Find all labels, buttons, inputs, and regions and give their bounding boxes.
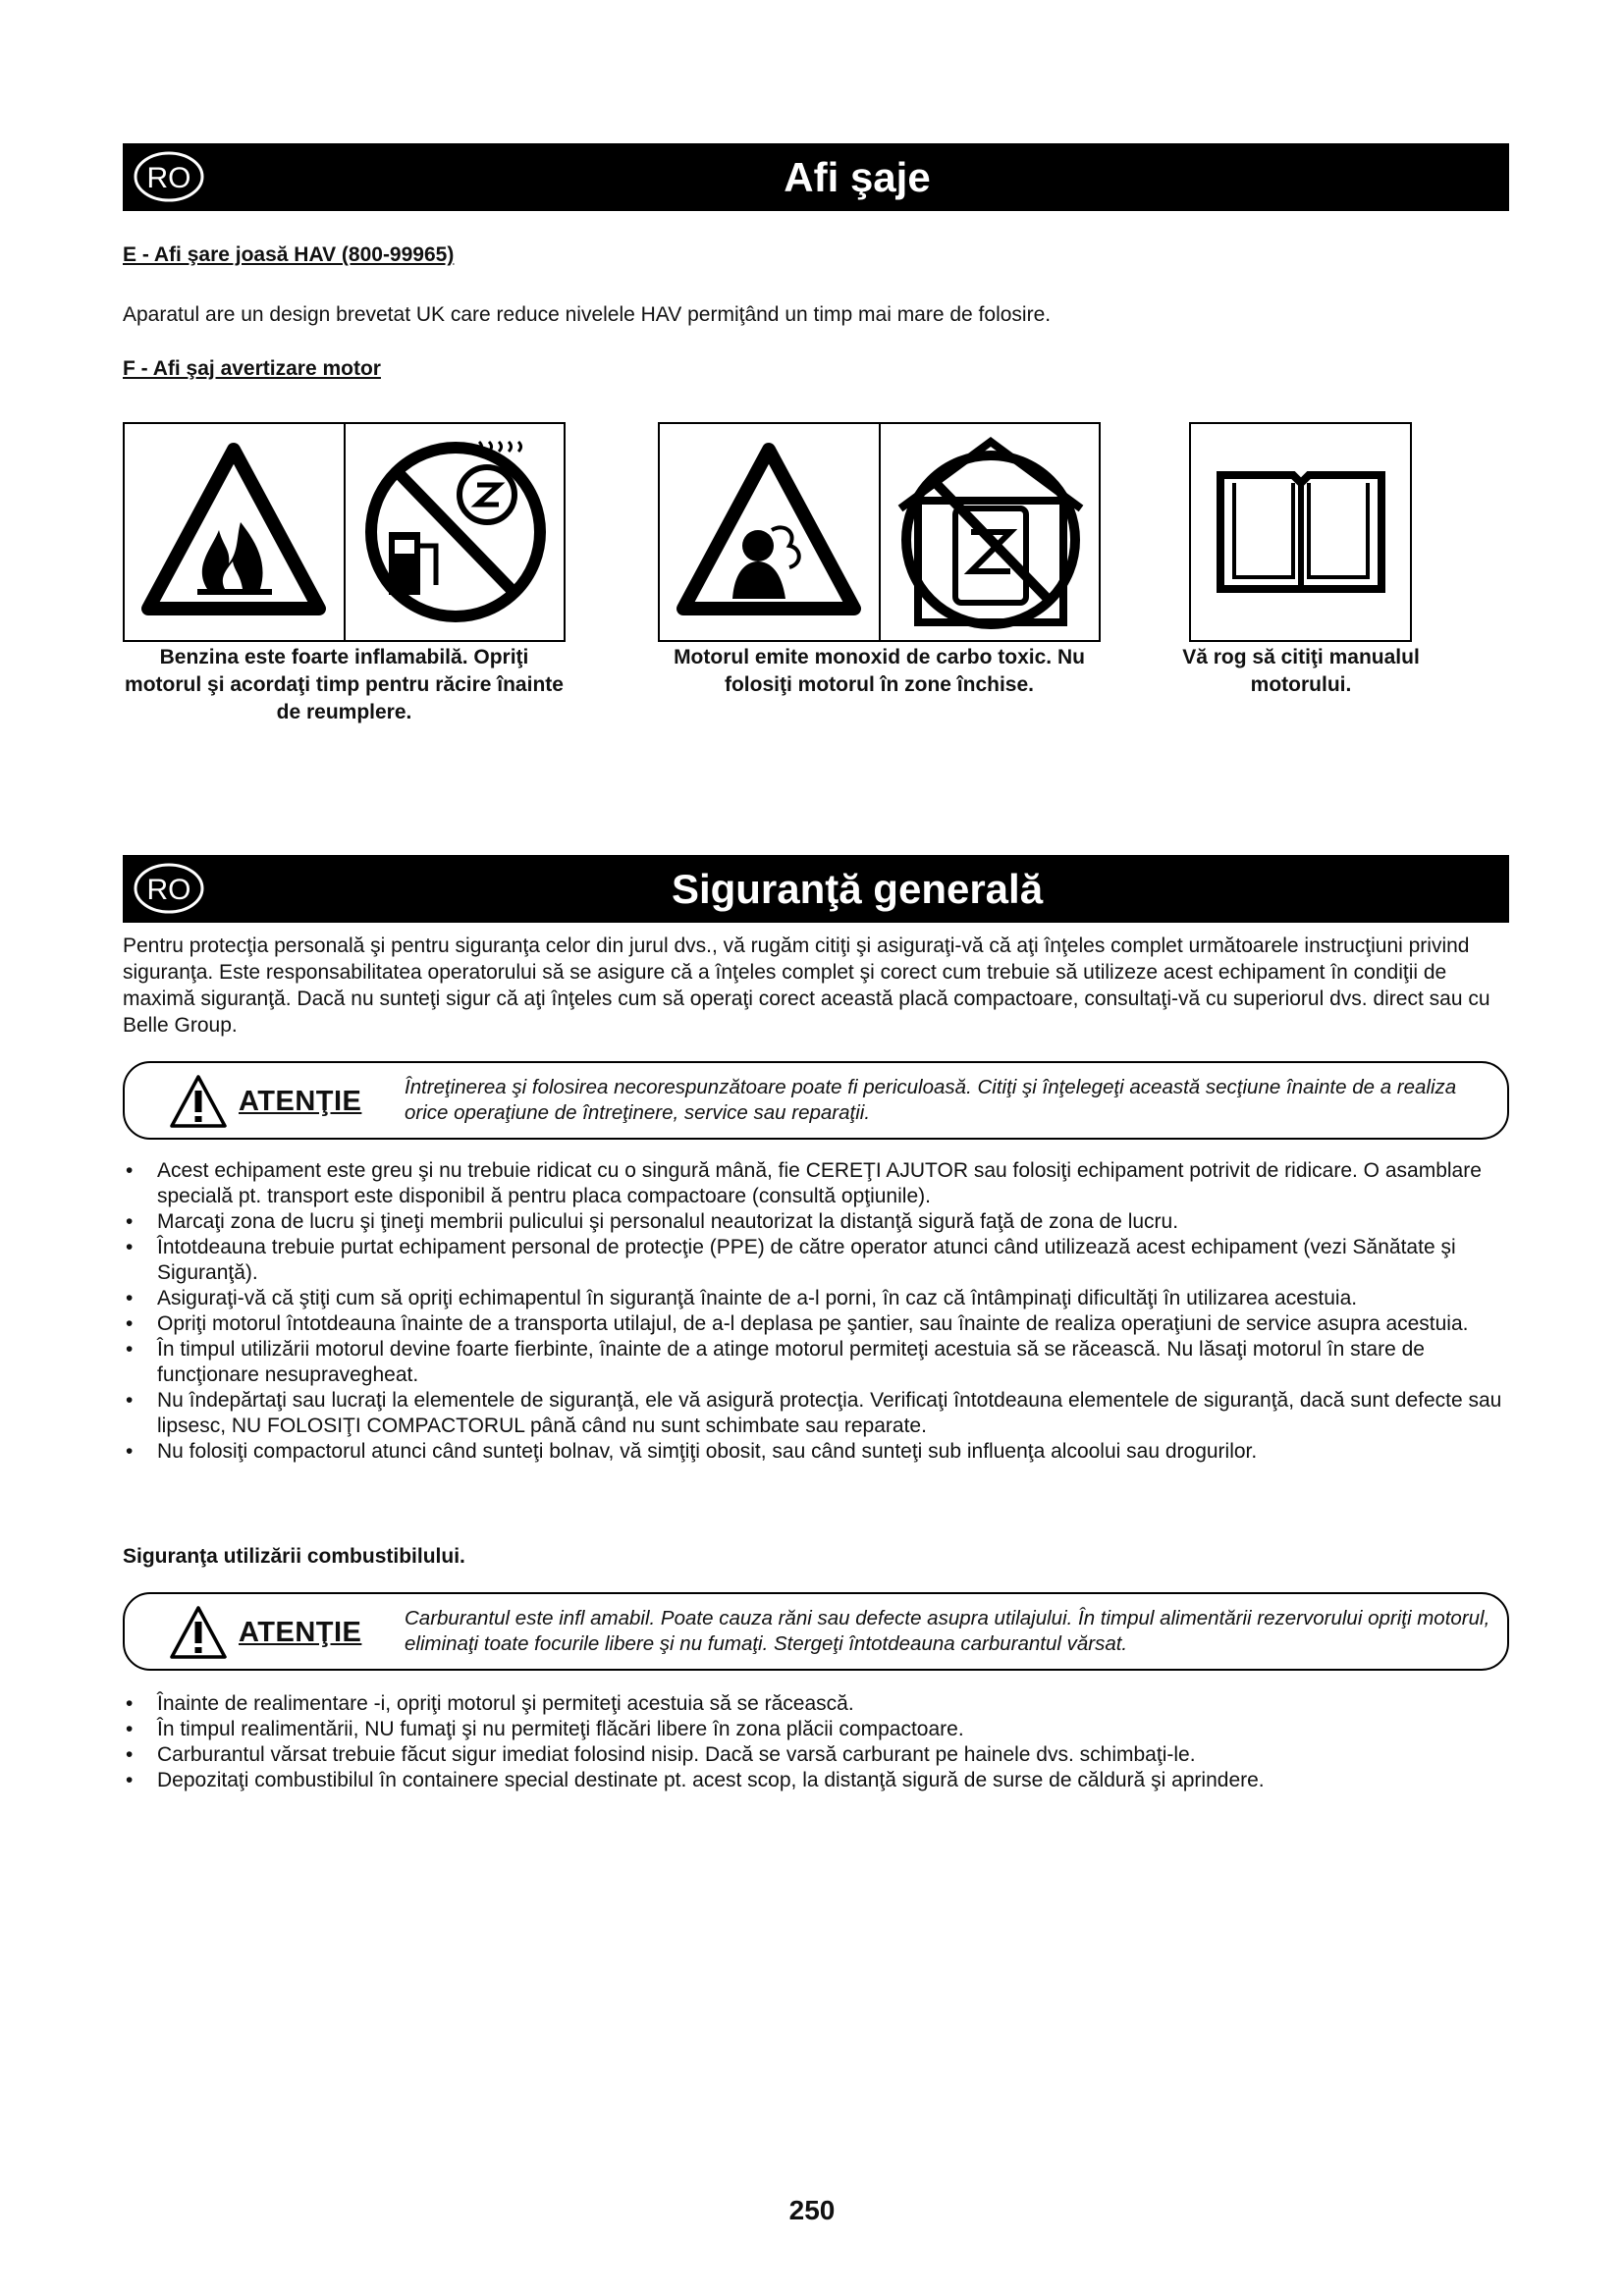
warning-box-fuel [123, 1592, 1509, 1671]
section-banner-siguranta [123, 855, 1509, 923]
warning-label: ATENŢIE [239, 1617, 362, 1648]
warning-triangle-icon [168, 1604, 229, 1661]
warning-label: ATENŢIE [239, 1086, 362, 1117]
list-item: • Înainte de realimentare -i, opriţi motorul şi permiteţi acestuia să se răcească. [123, 1691, 1509, 1717]
section-title: Siguranţă generală [671, 866, 1044, 912]
fuel-safety-heading: Siguranţa utilizării combustibilului. [123, 1545, 465, 1568]
no-indoor-engine-icon [881, 424, 1101, 640]
list-item: • Asiguraţi-vă că ştiţi cum să opriţi echimapentul în siguranţă înainte de a-l porni, în caz că întâmpinaţi dificultăţi în utilizarea acestuia. [123, 1286, 1509, 1311]
section-banner-afisaje [123, 143, 1509, 211]
page-number: 250 [788, 2195, 836, 2225]
warning-box-maintenance [123, 1061, 1509, 1140]
list-item: • Nu îndepărtaţi sau lucraţi la elementele de siguranţă, ele vă asigură protecţia. Verificaţi întotdeauna elementele de siguranţă, dacă sunt defecte sau lipsesc, NU FOLOSIŢI COMPACTORUL până când nu sunt schimbate sau reparate. [123, 1388, 1509, 1439]
page-title: Afi şaje [784, 154, 931, 200]
read-manual-icon [1191, 424, 1410, 640]
list-item: • Acest echipament este greu şi nu trebuie ridicat cu o singură mână, fie CEREŢI AJUTOR sau folosiţi echipament potrivit de ridicare. O asamblare specială pt. transport este disponibil ă pentru placa compactoare (consultă opţiunile). [123, 1158, 1509, 1209]
warning-text: Carburantul este infl amabil. Poate cauza răni sau defecte asupra utilajului. În timpul alimentării rezervorului opriţi motorul, eliminaţi toate focurile libere şi nu fumaţi. Stergeţi întotdeauna carburantul vărsat. [405, 1607, 1490, 1655]
safety-bullet-list [123, 1158, 1509, 1465]
sign-exhaust-caption: Motorul emite monoxid de carbo toxic. Nu folosiţi motorul în zone închise. [674, 646, 1085, 696]
list-item: • Nu folosiţi compactorul atunci când sunteţi bolnav, vă simţiţi obosit, sau când sunteţi sub influenţa alcoolui sau drogurilor. [123, 1439, 1509, 1465]
sign-manual [1189, 422, 1412, 642]
svg-text:RO: RO [146, 874, 191, 906]
sign-fuel [123, 422, 566, 642]
list-item: • Marcaţi zona de lucru şi ţineţi membrii pulicului şi personalul neautorizat la distanţă sigură faţă de zona de lucru. [123, 1209, 1509, 1235]
warning-triangle-icon [168, 1073, 229, 1130]
no-refuel-hot-engine-icon [346, 424, 566, 640]
fuel-bullet-list [123, 1691, 1509, 1793]
list-item: • În timpul realimentării, NU fumaţi şi nu permiteţi flăcări libere în zona plăcii compactoare. [123, 1717, 1509, 1742]
svg-text:RO: RO [146, 162, 191, 194]
subheading-f: F - Afi şaj avertizare motor [123, 357, 381, 380]
sign-fuel-caption: Benzina este foarte inflamabilă. Opriţi motorul şi acordaţi timp pentru răcire înainte de reumplere. [125, 646, 564, 723]
toxic-fumes-warning-icon [660, 424, 879, 640]
ro-badge-icon [133, 862, 205, 915]
list-item: • În timpul utilizării motorul devine foarte fierbinte, înainte de a atinge motorul permiteţi acestuia să se răcească. Nu lăsaţi motorul în stare de funcţionare nesupravegheat. [123, 1337, 1509, 1388]
ro-badge-icon [133, 150, 205, 203]
list-item: • Opriţi motorul întotdeauna înainte de a transporta utilajul, de a-l deplasa pe şantier, sau înainte de realiza operaţiuni de service asupra acestuia. [123, 1311, 1509, 1337]
warning-text: Întreţinerea şi folosirea necorespunzătoare poate fi periculoasă. Citiţi şi înţelegeţi această secţiune înainte de a realiza orice operaţiune de întreţinere, service sau reparaţii. [405, 1076, 1457, 1124]
intro-paragraph: Pentru protecţia personală şi pentru siguranţa celor din jurul dvs., vă rugăm citiţi şi asiguraţi-vă că aţi înţeles complet următoarele instrucţiuni privind siguranţa. Este responsabilitatea operatorului să se asigure că a înţeles complet şi corect cum trebuie să utilizeze acest echipament în condiţii de maximă siguranţă. Dacă nu sunteţi sigur că aţi înţeles cum să operaţi corect această placă compactoare, consultaţi-vă cu superiorul dvs. direct sau cu Belle Group. [123, 934, 1490, 1037]
list-item: • Carburantul vărsat trebuie făcut sigur imediat folosind nisip. Dacă se varsă carburant pe hainele dvs. schimbaţi-le. [123, 1742, 1509, 1768]
list-item: • Întotdeauna trebuie purtat echipament personal de protecţie (PPE) de către operator atunci când utilizează acest echipament (vezi Sănătate şi Siguranţă). [123, 1235, 1509, 1286]
sign-manual-caption: Vă rog să citiţi manualul motorului. [1182, 646, 1420, 696]
sign-exhaust [658, 422, 1101, 642]
flammable-warning-icon [125, 424, 344, 640]
subheading-e: E - Afi şare joasă HAV (800-99965) [123, 243, 455, 266]
paragraph-e: Aparatul are un design brevetat UK care reduce nivelele HAV permiţând un timp mai mare de folosire. [123, 303, 1052, 326]
list-item: • Depozitaţi combustibilul în containere special destinate pt. acest scop, la distanţă sigură de surse de căldură şi aprindere. [123, 1768, 1509, 1793]
